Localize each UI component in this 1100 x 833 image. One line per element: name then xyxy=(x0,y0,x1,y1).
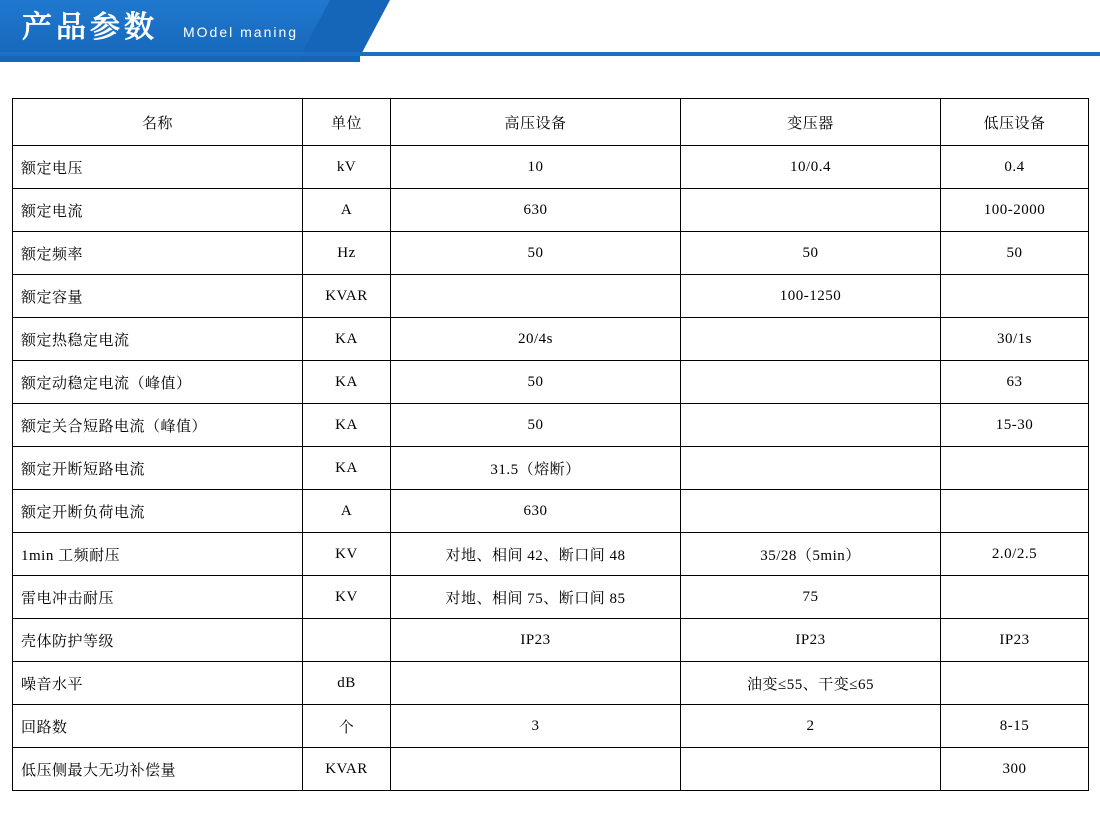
column-header-hv: 高压设备 xyxy=(391,99,681,146)
cell-unit: A xyxy=(303,490,391,533)
cell-name: 壳体防护等级 xyxy=(13,619,303,662)
cell-lv xyxy=(941,447,1089,490)
cell-unit: A xyxy=(303,189,391,232)
page-header xyxy=(0,0,1100,62)
cell-unit: Hz xyxy=(303,232,391,275)
page-title: 产品参数 xyxy=(22,11,158,44)
table-row xyxy=(13,232,1089,275)
cell-unit: KA xyxy=(303,361,391,404)
table-row xyxy=(13,576,1089,619)
cell-transformer: 75 xyxy=(681,576,941,619)
cell-lv: 300 xyxy=(941,748,1089,791)
cell-unit: KVAR xyxy=(303,748,391,791)
cell-unit: KVAR xyxy=(303,275,391,318)
cell-unit: kV xyxy=(303,146,391,189)
cell-lv: 100-2000 xyxy=(941,189,1089,232)
table-row xyxy=(13,146,1089,189)
cell-lv: 15-30 xyxy=(941,404,1089,447)
column-header-transformer: 变压器 xyxy=(681,99,941,146)
cell-transformer xyxy=(681,490,941,533)
cell-unit: KV xyxy=(303,533,391,576)
cell-hv: 3 xyxy=(391,705,681,748)
cell-transformer: 油变≤55、干变≤65 xyxy=(681,662,941,705)
cell-name: 额定动稳定电流（峰值） xyxy=(13,361,303,404)
cell-transformer xyxy=(681,404,941,447)
cell-name: 额定热稳定电流 xyxy=(13,318,303,361)
cell-transformer: 100-1250 xyxy=(681,275,941,318)
cell-transformer xyxy=(681,189,941,232)
cell-transformer: 10/0.4 xyxy=(681,146,941,189)
table-row xyxy=(13,404,1089,447)
column-header-name: 名称 xyxy=(13,99,303,146)
cell-lv: 50 xyxy=(941,232,1089,275)
spec-table xyxy=(12,98,1089,791)
cell-transformer xyxy=(681,318,941,361)
cell-transformer: IP23 xyxy=(681,619,941,662)
cell-name: 额定电压 xyxy=(13,146,303,189)
cell-lv: IP23 xyxy=(941,619,1089,662)
cell-name: 噪音水平 xyxy=(13,662,303,705)
table-row xyxy=(13,318,1089,361)
cell-lv xyxy=(941,275,1089,318)
cell-hv: 对地、相间 42、断口间 48 xyxy=(391,533,681,576)
cell-lv: 30/1s xyxy=(941,318,1089,361)
cell-hv: 50 xyxy=(391,404,681,447)
cell-transformer: 2 xyxy=(681,705,941,748)
cell-hv xyxy=(391,275,681,318)
cell-name: 额定关合短路电流（峰值） xyxy=(13,404,303,447)
cell-hv: 10 xyxy=(391,146,681,189)
cell-hv: 630 xyxy=(391,189,681,232)
cell-lv xyxy=(941,490,1089,533)
cell-unit xyxy=(303,619,391,662)
cell-transformer xyxy=(681,361,941,404)
cell-hv: 50 xyxy=(391,361,681,404)
column-header-lv: 低压设备 xyxy=(941,99,1089,146)
cell-lv xyxy=(941,662,1089,705)
cell-hv xyxy=(391,748,681,791)
page-subtitle: MOdel maning xyxy=(183,24,299,40)
table-row xyxy=(13,748,1089,791)
cell-transformer: 50 xyxy=(681,232,941,275)
cell-hv: 20/4s xyxy=(391,318,681,361)
table-row xyxy=(13,361,1089,404)
cell-lv xyxy=(941,576,1089,619)
cell-hv: 50 xyxy=(391,232,681,275)
header-underline xyxy=(0,52,1100,56)
cell-unit: dB xyxy=(303,662,391,705)
cell-unit: 个 xyxy=(303,705,391,748)
cell-lv: 8-15 xyxy=(941,705,1089,748)
cell-hv: IP23 xyxy=(391,619,681,662)
cell-name: 额定开断负荷电流 xyxy=(13,490,303,533)
cell-hv: 630 xyxy=(391,490,681,533)
cell-name: 额定电流 xyxy=(13,189,303,232)
cell-unit: KA xyxy=(303,447,391,490)
table-row xyxy=(13,275,1089,318)
cell-name: 低压侧最大无功补偿量 xyxy=(13,748,303,791)
cell-lv: 2.0/2.5 xyxy=(941,533,1089,576)
column-header-unit: 单位 xyxy=(303,99,391,146)
cell-name: 回路数 xyxy=(13,705,303,748)
cell-name: 1min 工频耐压 xyxy=(13,533,303,576)
cell-unit: KV xyxy=(303,576,391,619)
table-row xyxy=(13,447,1089,490)
cell-transformer xyxy=(681,748,941,791)
cell-lv: 0.4 xyxy=(941,146,1089,189)
cell-hv xyxy=(391,662,681,705)
cell-name: 额定频率 xyxy=(13,232,303,275)
cell-unit: KA xyxy=(303,404,391,447)
cell-name: 雷电冲击耐压 xyxy=(13,576,303,619)
table-row xyxy=(13,490,1089,533)
cell-unit: KA xyxy=(303,318,391,361)
table-row xyxy=(13,619,1089,662)
cell-transformer: 35/28（5min） xyxy=(681,533,941,576)
table-header-row xyxy=(13,99,1089,146)
cell-name: 额定容量 xyxy=(13,275,303,318)
cell-lv: 63 xyxy=(941,361,1089,404)
spec-table-container xyxy=(0,62,1100,791)
cell-hv: 对地、相间 75、断口间 85 xyxy=(391,576,681,619)
table-row xyxy=(13,705,1089,748)
cell-hv: 31.5（熔断） xyxy=(391,447,681,490)
table-row xyxy=(13,662,1089,705)
table-row xyxy=(13,189,1089,232)
cell-name: 额定开断短路电流 xyxy=(13,447,303,490)
cell-transformer xyxy=(681,447,941,490)
table-row xyxy=(13,533,1089,576)
